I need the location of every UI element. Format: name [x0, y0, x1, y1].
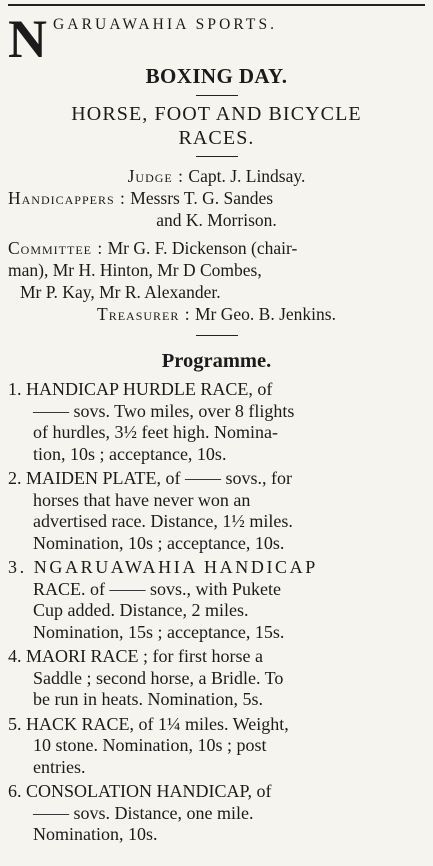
programme-item	[8, 714, 425, 779]
item-line: advertised race. Distance, 1½ miles.	[33, 511, 293, 531]
programme-item	[8, 557, 425, 643]
item-line: Saddle ; second horse, a Bridle. To	[33, 667, 284, 688]
divider	[196, 335, 238, 336]
item-line: be run in heats. Nomination, 5s.	[33, 689, 263, 709]
headline	[8, 9, 425, 69]
handicappers-value: Messrs T. G. Sandes	[125, 188, 274, 208]
item-line: tion, 10s ; acceptance, 10s.	[33, 443, 227, 464]
item-line: 3. NGARUAWAHIA HANDICAP	[8, 557, 318, 577]
handicappers-continued: and K. Morrison.	[156, 210, 277, 230]
item-line: Nomination, 10s ; acceptance, 10s.	[33, 532, 285, 553]
committee-line	[8, 237, 425, 259]
handicappers-label: Handicappers :	[8, 188, 126, 208]
divider	[196, 95, 238, 96]
races-line-2: RACES.	[178, 127, 255, 149]
item-line: RACE. of —— sovs., with Pukete	[33, 578, 282, 599]
divider	[196, 156, 238, 157]
item-line: horses that have never won an	[33, 489, 251, 510]
item-line: Nomination, 10s.	[33, 824, 158, 844]
committee-continued-1: man), Mr H. Hinton, Mr D Combes,	[8, 260, 262, 280]
programme-item	[8, 646, 425, 711]
headline-text: GARUAWAHIA SPORTS.	[53, 16, 278, 33]
committee-label: Committee :	[8, 238, 104, 258]
item-line: entries.	[33, 756, 86, 777]
treasurer-value: Mr Geo. B. Jenkins.	[190, 304, 336, 324]
programme-heading: Programme.	[161, 350, 272, 372]
handicappers-line	[8, 187, 425, 209]
item-line: of hurdles, 3½ feet high. Nomina-	[33, 422, 278, 442]
item-line: 2. MAIDEN PLATE, of —— sovs., for	[8, 468, 292, 488]
top-rule	[8, 4, 425, 6]
treasurer-label: Treasurer :	[97, 304, 191, 324]
item-line: 4. MAORI RACE ; for first horse a	[8, 646, 263, 666]
judge-label: Judge :	[127, 166, 185, 186]
treasurer-line	[8, 303, 425, 325]
judge-line	[8, 165, 425, 187]
officials	[8, 165, 425, 325]
item-line: Nomination, 15s ; acceptance, 15s.	[33, 621, 285, 642]
item-line: 6. CONSOLATION HANDICAP, of	[8, 781, 272, 801]
judge-value: Capt. J. Lindsay.	[184, 166, 306, 186]
item-line: 1. HANDICAP HURDLE RACE, of	[8, 379, 273, 399]
programme-item	[8, 379, 425, 465]
committee-value: Mr G. F. Dickenson (chair-	[103, 238, 298, 258]
item-line: 5. HACK RACE, of 1¼ miles. Weight,	[8, 713, 289, 734]
programme-item	[8, 781, 425, 846]
item-line: Cup added. Distance, 2 miles.	[33, 600, 249, 620]
item-line: 10 stone. Nomination, 10s ; post	[33, 735, 267, 755]
races-line-1: HORSE, FOOT AND BICYCLE	[71, 103, 362, 125]
item-line: —— sovs. Distance, one mile.	[33, 802, 254, 823]
dropcap: N	[8, 9, 47, 69]
subtitle: BOXING DAY.	[145, 64, 288, 88]
committee-continued-2: Mr P. Kay, Mr R. Alexander.	[20, 282, 221, 302]
races-heading	[8, 102, 425, 150]
programme-item	[8, 468, 425, 554]
item-line: —— sovs. Two miles, over 8 flights	[33, 400, 295, 421]
